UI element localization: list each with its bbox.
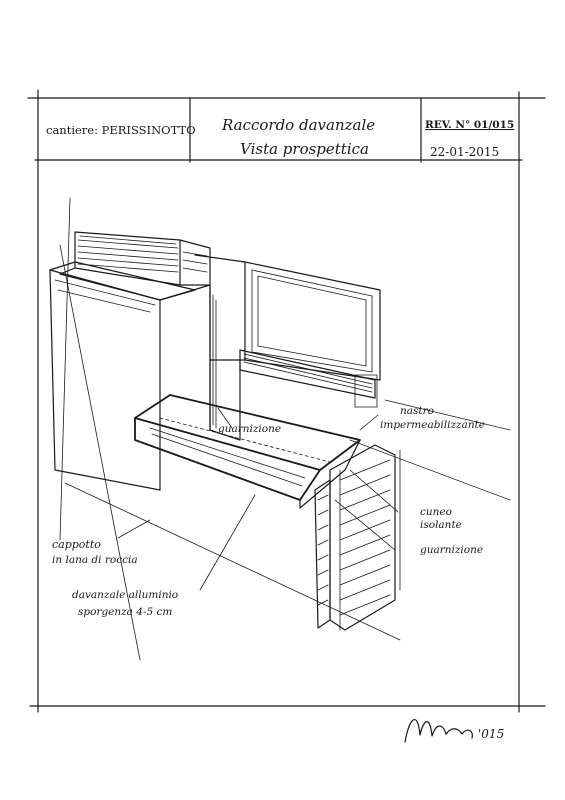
revision-label: REV. N° 01/015 [425, 119, 515, 131]
site-label: cantiere: PERISSINOTTO [46, 123, 196, 137]
label-sill-2: sporgenza 4-5 cm [78, 606, 173, 618]
label-coat-2: in lana di roccia [52, 554, 138, 566]
label-coat-1: cappotto [52, 538, 101, 551]
title-line-2: Vista prospettica [240, 140, 369, 158]
window-head-hatching [60, 232, 210, 300]
insulation-coat-block [50, 262, 210, 490]
window-frame [195, 255, 380, 407]
label-sill-1: davanzale alluminio [72, 589, 179, 601]
label-waterproof-tape-2: impermeabilizzante [380, 419, 486, 431]
label-waterproof-tape-1: nastro [400, 405, 434, 417]
window-reveal [210, 285, 240, 440]
annotations [52, 405, 485, 618]
signature [405, 720, 504, 742]
label-insulating-wedge-2: isolante [420, 519, 462, 531]
label-gasket-top: guarnizione [218, 423, 282, 435]
title-line-1: Raccordo davanzale [222, 116, 376, 134]
label-insulating-wedge-1: cuneo [420, 506, 452, 518]
signature-year: '015 [478, 727, 505, 741]
masonry-section [315, 445, 400, 630]
label-gasket-side: guarnizione [420, 544, 484, 556]
drawing-frame [28, 90, 545, 712]
aluminium-sill [135, 395, 360, 508]
date-label: 22-01-2015 [430, 145, 500, 159]
title-block [46, 116, 514, 159]
